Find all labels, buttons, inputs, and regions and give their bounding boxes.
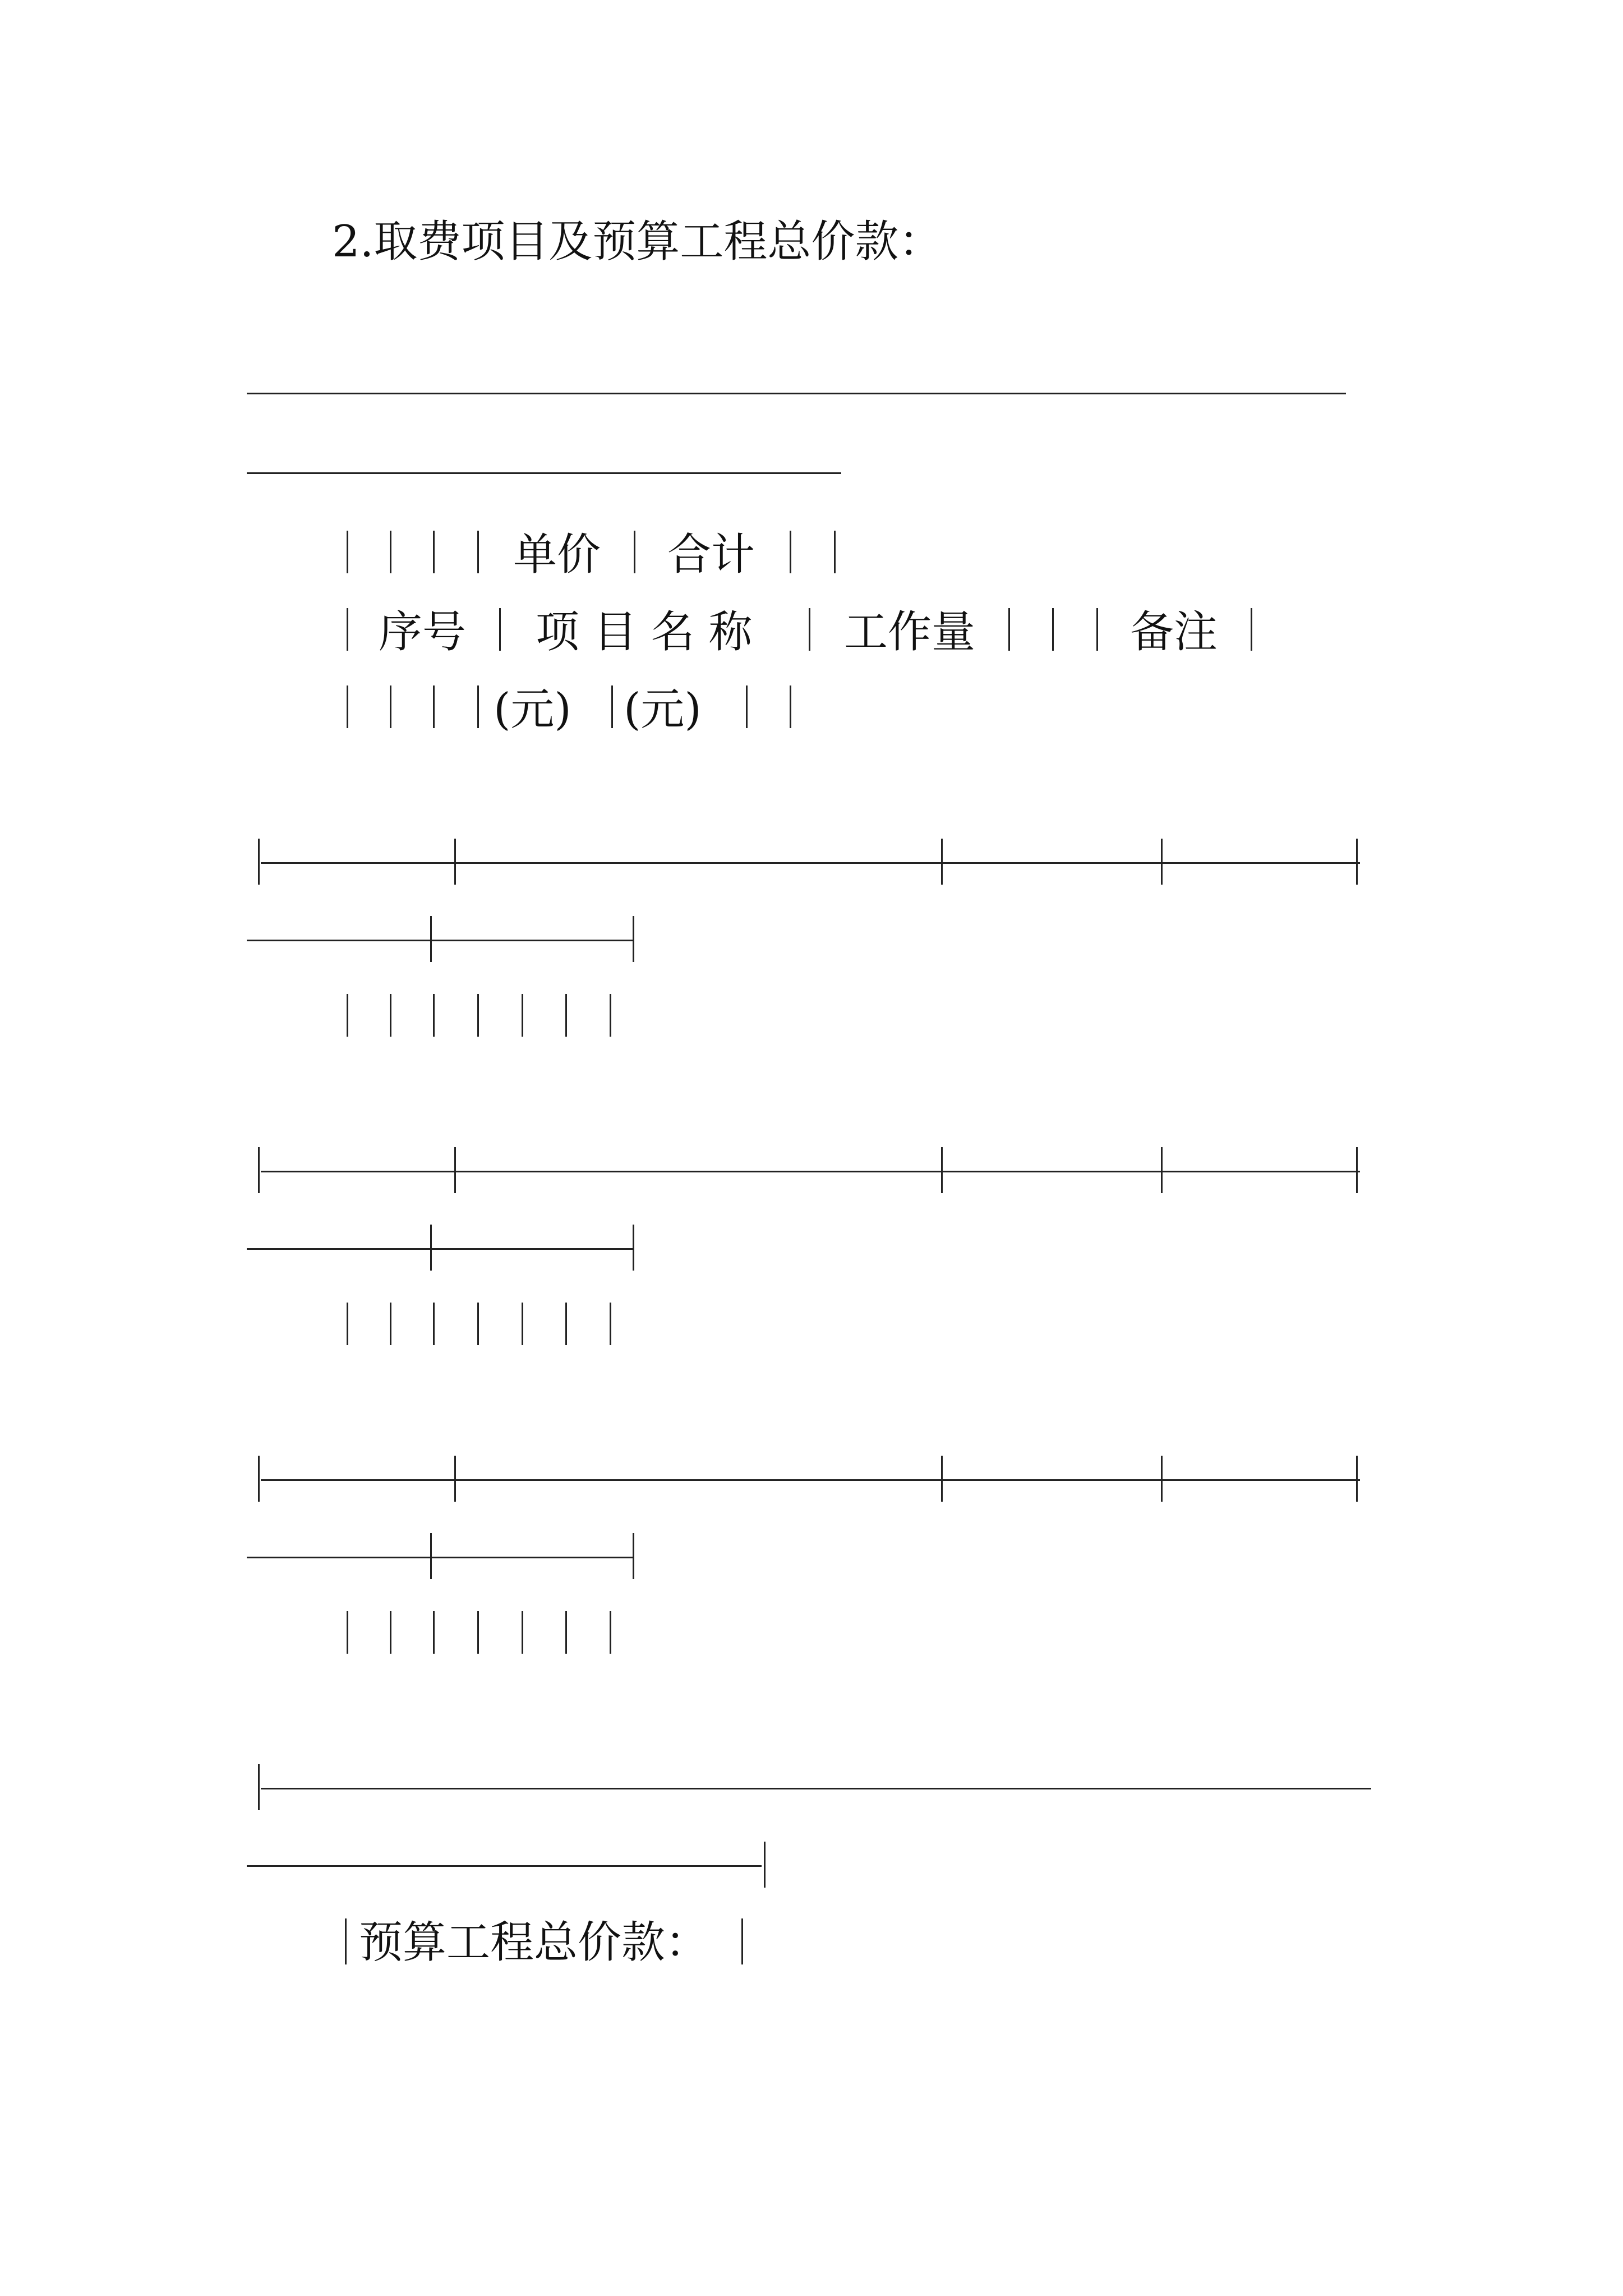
cell-divider bbox=[454, 1147, 456, 1193]
cell-divider bbox=[1251, 608, 1252, 651]
cell-divider bbox=[433, 994, 435, 1037]
cell-divider bbox=[430, 1225, 432, 1271]
cell-divider bbox=[347, 608, 348, 651]
cell-divider bbox=[499, 608, 501, 651]
cell-divider bbox=[941, 1147, 943, 1193]
cell-divider bbox=[522, 1303, 523, 1345]
cell-divider bbox=[345, 1918, 347, 1964]
table-bottom-rule-continued bbox=[247, 1865, 762, 1867]
cell-divider bbox=[610, 1303, 611, 1345]
cell-divider bbox=[522, 1611, 523, 1654]
header-total-unit: (元) bbox=[624, 684, 702, 735]
header-item-name: 项 目 名 称 bbox=[536, 607, 753, 657]
cell-divider bbox=[433, 1303, 435, 1345]
cell-divider bbox=[390, 531, 391, 573]
table-top-rule bbox=[247, 393, 1346, 394]
table-top-rule-continued bbox=[247, 472, 841, 474]
cell-divider bbox=[522, 994, 523, 1037]
cell-divider bbox=[565, 994, 567, 1037]
cell-divider bbox=[477, 994, 479, 1037]
cell-divider bbox=[433, 1611, 435, 1654]
row-separator-continued bbox=[247, 1557, 634, 1558]
cell-divider bbox=[1052, 608, 1054, 651]
cell-divider bbox=[790, 685, 791, 728]
cell-divider bbox=[258, 1456, 260, 1502]
cell-divider bbox=[941, 839, 943, 885]
cell-divider bbox=[390, 1303, 391, 1345]
cell-divider bbox=[430, 1533, 432, 1579]
cell-divider bbox=[347, 994, 348, 1037]
cell-divider bbox=[477, 1303, 479, 1345]
cell-divider bbox=[1161, 1456, 1163, 1502]
cell-divider bbox=[390, 685, 391, 728]
cell-divider bbox=[565, 1303, 567, 1345]
row-separator bbox=[261, 1479, 1360, 1481]
header-seq: 序号 bbox=[379, 607, 467, 657]
cell-divider bbox=[454, 1456, 456, 1502]
cell-divider bbox=[634, 531, 635, 573]
cell-divider bbox=[1356, 1456, 1358, 1502]
cell-divider bbox=[746, 685, 748, 728]
cell-divider bbox=[347, 531, 348, 573]
cell-divider bbox=[390, 1611, 391, 1654]
cell-divider bbox=[633, 916, 634, 962]
cell-divider bbox=[764, 1842, 766, 1888]
cell-divider bbox=[610, 1611, 611, 1654]
cell-divider bbox=[611, 685, 613, 728]
cell-divider bbox=[258, 1147, 260, 1193]
cell-divider bbox=[1161, 839, 1163, 885]
cell-divider bbox=[1356, 1147, 1358, 1193]
cell-divider bbox=[477, 531, 479, 573]
cell-divider bbox=[809, 608, 810, 651]
cell-divider bbox=[834, 531, 836, 573]
row-separator bbox=[261, 1171, 1360, 1172]
total-label: 预算工程总价款： bbox=[359, 1917, 709, 1968]
header-unit-price-unit: (元) bbox=[494, 684, 571, 735]
cell-divider bbox=[610, 994, 611, 1037]
cell-divider bbox=[1356, 839, 1358, 885]
cell-divider bbox=[1161, 1147, 1163, 1193]
cell-divider bbox=[258, 839, 260, 885]
cell-divider bbox=[430, 916, 432, 962]
row-separator bbox=[261, 862, 1360, 864]
cell-divider bbox=[941, 1456, 943, 1502]
cell-divider bbox=[433, 685, 435, 728]
cell-divider bbox=[565, 1611, 567, 1654]
table-bottom-rule bbox=[261, 1788, 1371, 1789]
cell-divider bbox=[633, 1533, 634, 1579]
cell-divider bbox=[477, 1611, 479, 1654]
cell-divider bbox=[454, 839, 456, 885]
cell-divider bbox=[1096, 608, 1098, 651]
cell-divider bbox=[633, 1225, 634, 1271]
cell-divider bbox=[477, 685, 479, 728]
cell-divider bbox=[347, 685, 348, 728]
cell-divider bbox=[790, 531, 791, 573]
header-workload: 工作量 bbox=[844, 607, 976, 657]
cell-divider bbox=[347, 1303, 348, 1345]
cell-divider bbox=[741, 1918, 743, 1964]
cell-divider bbox=[390, 994, 391, 1037]
section-heading: 2.取费项目及预算工程总价款： bbox=[332, 217, 943, 267]
cell-divider bbox=[433, 531, 435, 573]
cell-divider bbox=[258, 1764, 260, 1810]
cell-divider bbox=[1008, 608, 1010, 651]
header-unit-price: 单价 bbox=[513, 530, 601, 580]
header-remark: 备注 bbox=[1130, 607, 1218, 657]
cell-divider bbox=[347, 1611, 348, 1654]
header-total: 合计 bbox=[667, 530, 755, 580]
row-separator-continued bbox=[247, 1248, 634, 1250]
row-separator-continued bbox=[247, 940, 634, 941]
